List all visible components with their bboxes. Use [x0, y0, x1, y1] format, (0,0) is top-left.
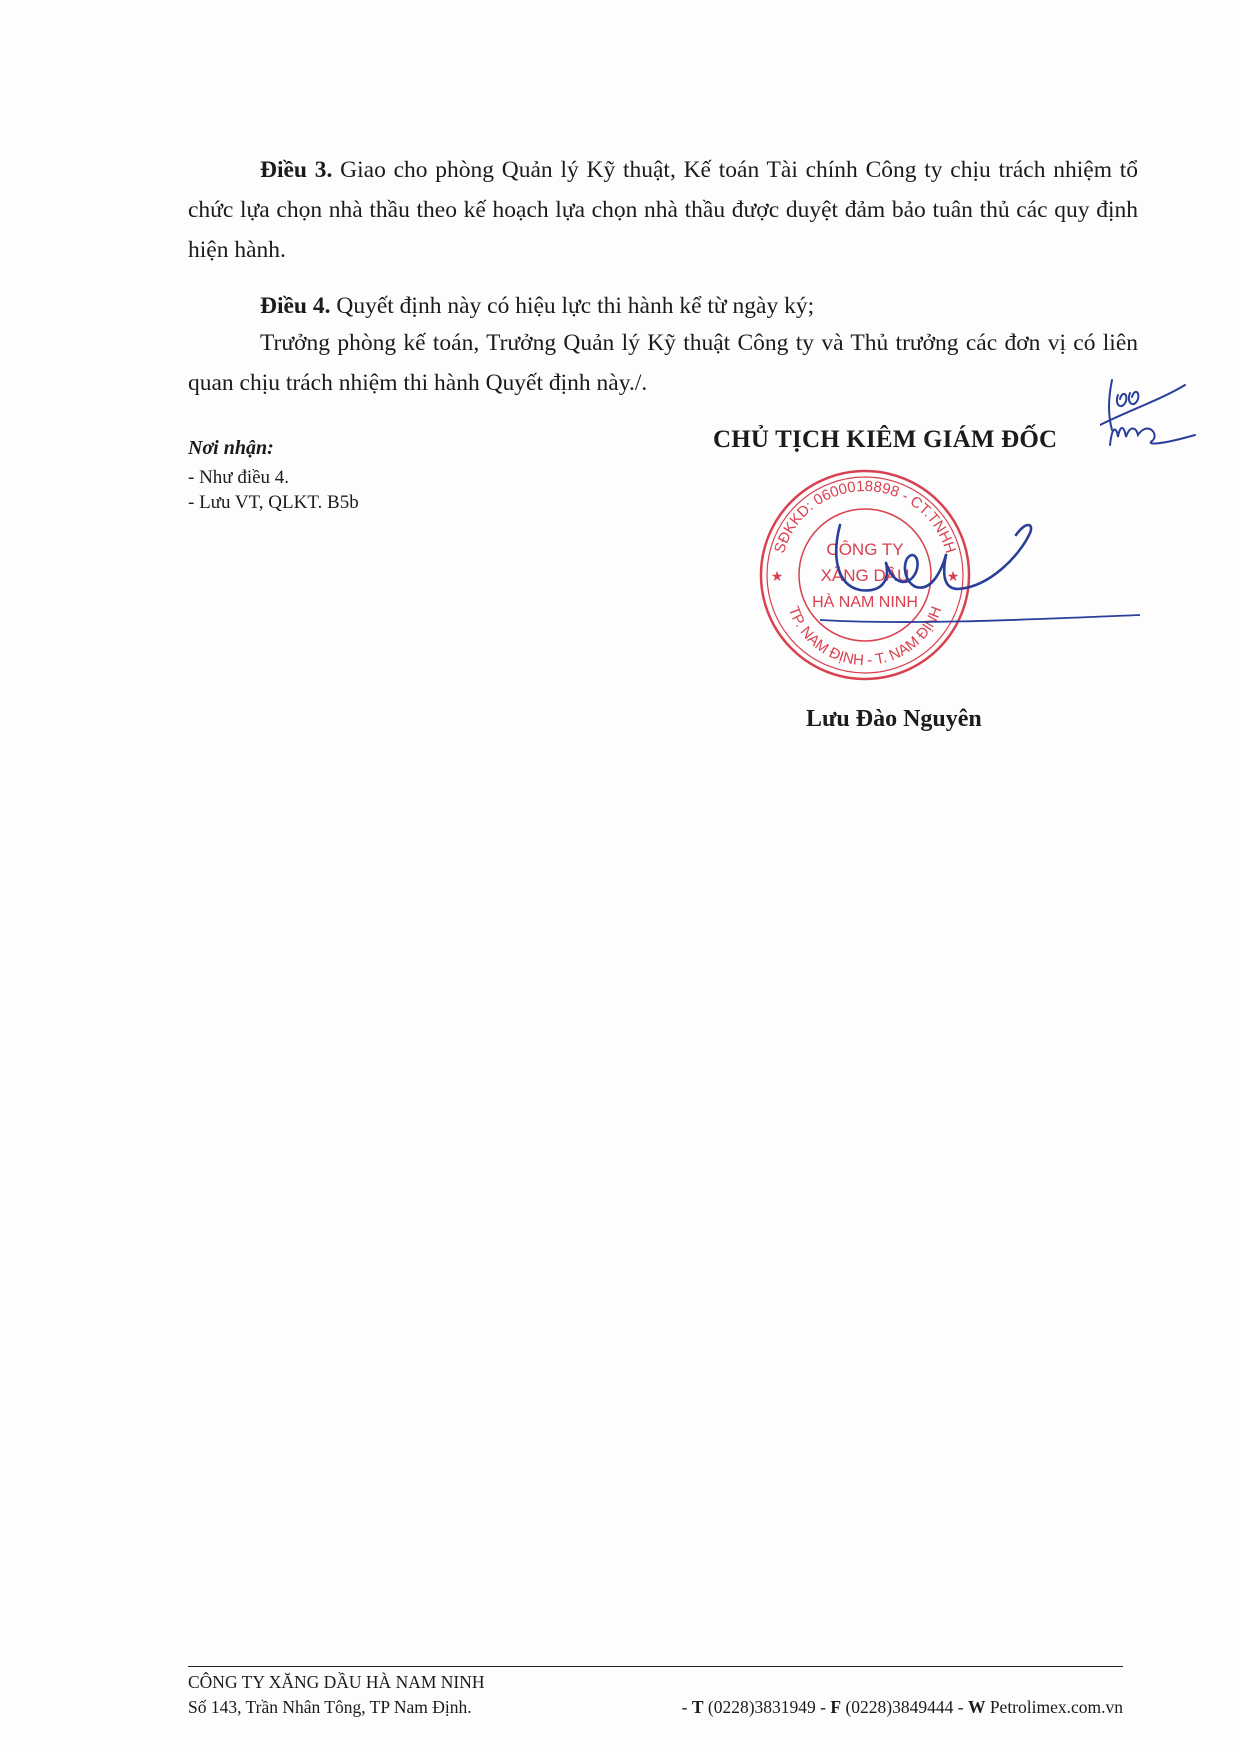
- signer-title: CHỦ TỊCH KIÊM GIÁM ĐỐC: [713, 426, 1058, 453]
- recipient-item: - Lưu VT, QLKT. B5b: [188, 492, 359, 513]
- initials-mark: [1100, 375, 1200, 475]
- recipient-item: - Như điều 4.: [188, 467, 290, 488]
- signature-mark: [820, 515, 1140, 635]
- footer-divider: [188, 1666, 1123, 1667]
- seal-line-2: XĂNG DẦU: [820, 566, 910, 585]
- svg-text:★: ★: [770, 568, 784, 584]
- responsibility-paragraph: Trưởng phòng kế toán, Trưởng Quản lý Kỹ thuật Công ty và Thủ trưởng các đơn vị có liên quan chịu trách nhiệm thi hành Quyết định này./.: [188, 330, 1138, 396]
- seal-line-1: CÔNG TY: [826, 540, 904, 559]
- svg-text:★: ★: [946, 568, 960, 584]
- page-footer: [188, 1670, 1123, 1720]
- seal-ring-bottom-text: TP. NAM ĐỊNH - T. NAM ĐỊNH: [784, 604, 946, 670]
- signer-name: Lưu Đào Nguyên: [806, 706, 982, 732]
- article-4-paragraph: [188, 286, 1138, 326]
- article-3-label: Điều 3.: [260, 157, 333, 183]
- article-3-text: Giao cho phòng Quản lý Kỹ thuật, Kế toán Tài chính Công ty chịu trách nhiệm tổ chức lựa chọn nhà thầu theo kế hoạch lựa chọn nhà thầu được duyệt đảm bảo tuân thủ các quy định hiện hành.: [188, 157, 1139, 263]
- footer-company: CÔNG TY XĂNG DẦU HÀ NAM NINH: [188, 1672, 485, 1692]
- article-4-label: Điều 4.: [260, 293, 331, 319]
- footer-address: Số 143, Trần Nhân Tông, TP Nam Định.: [188, 1697, 472, 1717]
- seal-ring-top-text: SĐKKD: 0600018898 - CT.TNHH: [771, 477, 959, 556]
- article-4-text: Quyết định này có hiệu lực thi hành kể từ ngày ký;: [330, 293, 815, 319]
- recipients-block: [188, 436, 359, 515]
- article-3-paragraph: [188, 150, 1138, 270]
- footer-contacts: - T (0228)3831949 - F (0228)3849444 - W Petrolimex.com.vn: [681, 1697, 1123, 1717]
- footer-website: Petrolimex.com.vn: [989, 1697, 1123, 1717]
- seal-line-3: HÀ NAM NINH: [812, 594, 918, 611]
- recipients-heading: Nơi nhận:: [188, 437, 274, 459]
